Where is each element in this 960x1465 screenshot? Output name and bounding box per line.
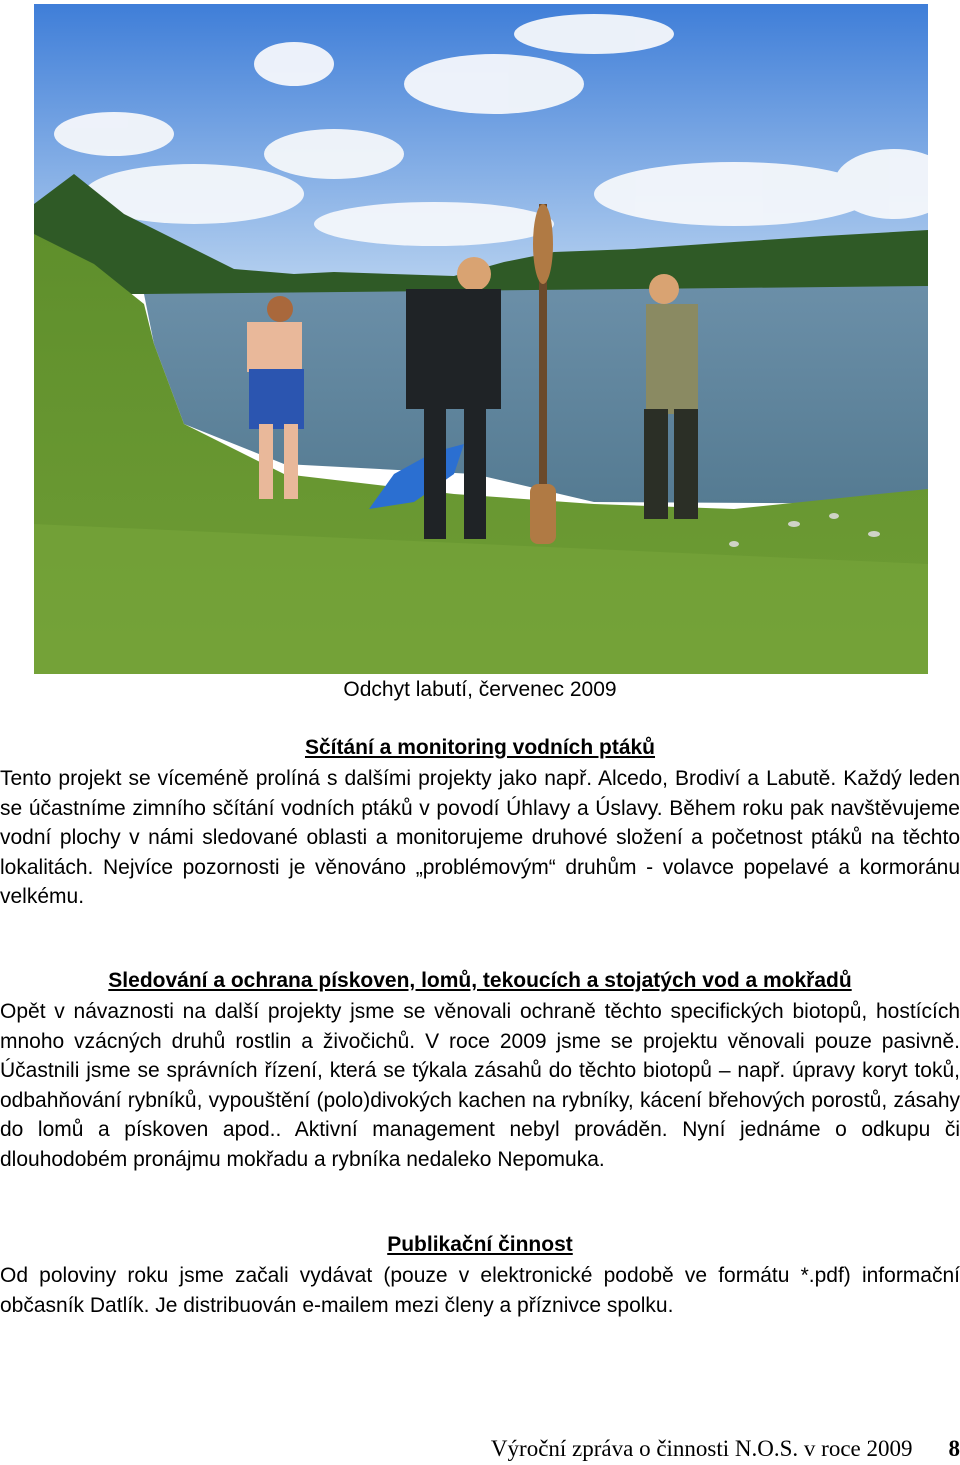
section-heading-habitat-protection: Sledování a ochrana pískoven, lomů, tekoucích a stojatých vod a mokřadů: [108, 969, 852, 992]
section-text-publishing: Od poloviny roku jsme začali vydávat (pouze v elektronické podobě ve formátu *.pdf) informační občasník Datlík. Je distribuován e-mailem mezi členy a příznivce spolku.: [0, 1264, 960, 1317]
photo-caption: Odchyt labutí, červenec 2009: [343, 678, 617, 701]
footer-title: Výroční zpráva o činnosti N.O.S. v roce 2009: [490, 1436, 913, 1461]
section-text-habitat-protection: Opět v návaznosti na další projekty jsme se věnovali ochraně těchto specifických biotopů, hostících mnoho vzácných druhů rostlin a živočichů. V roce 2009 jsme se projektu věnovali pouze pasivně. Účastnili jsme se správních řízení, která se týkala zásahů do těchto biotopů – např. úpravy koryt toků, odbahňování rybníků, vypouštění (polo)divokých kachen na rybníky, kácení břehových porostů, zásahy do lomů a pískoven apod.. Aktivní management nebyl prováděn. Nyní jednáme o odkupu či dlouhodobém pronájmu mokřadu a rybníka nedaleko Nepomuka.: [0, 1000, 960, 1171]
page-number: 8: [948, 1436, 960, 1461]
section-heading-bird-counting: Sčítání a monitoring vodních ptáků: [304, 736, 656, 759]
photo-lake-shore-people-kayak-icon: [34, 4, 928, 674]
lake-photo: [34, 4, 928, 674]
section-text-bird-counting: Tento projekt se víceméně prolíná s dalšími projekty jako např. Alcedo, Brodiví a Labutě. Každý leden se účastníme zimního sčítání vodních ptáků v povodí Úhlavy a Úslavy. Během roku pak navštěvujeme vodní plochy v námi sledované oblasti a monitorujeme druhové složení a početnost ptáků na těchto lokalitách. Nejvíce pozornosti je věnováno „problémovým“ druhům - volavce popelavé a kormoránu velkému.: [0, 767, 960, 909]
section-heading-publishing: Publikační činnost: [387, 1233, 573, 1256]
page-footer: [491, 1434, 960, 1464]
